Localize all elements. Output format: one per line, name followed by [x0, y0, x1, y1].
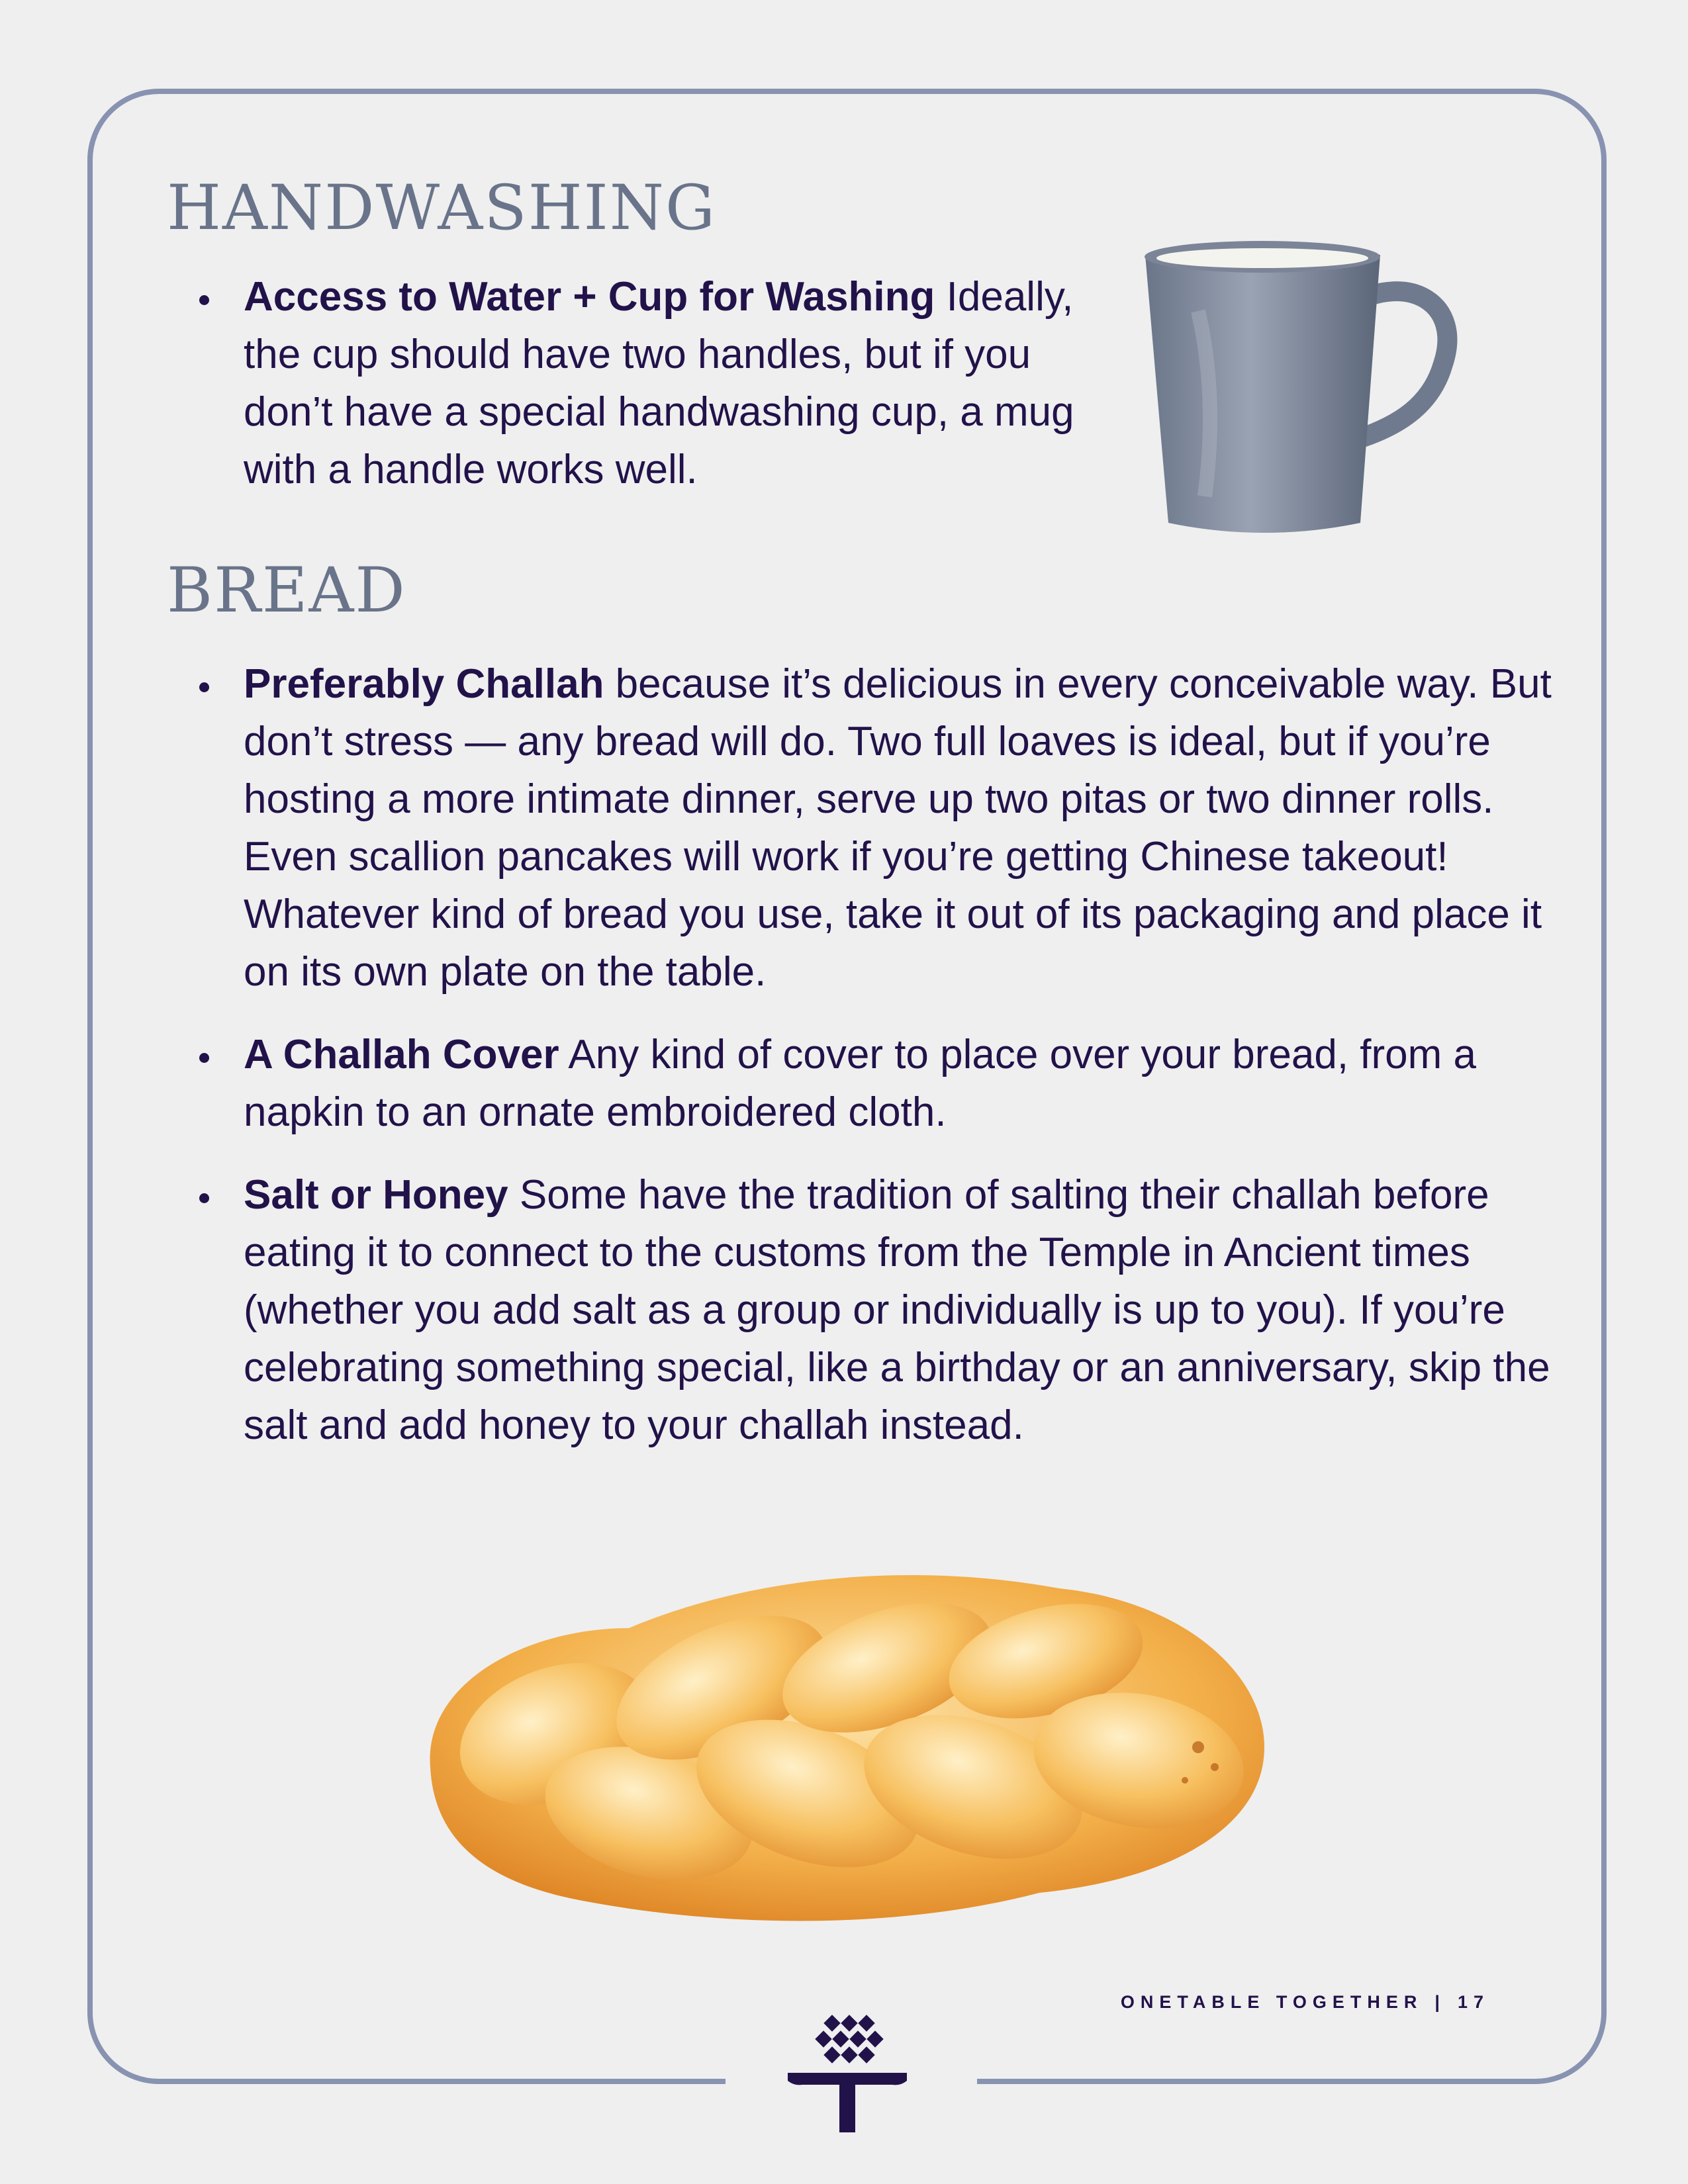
list-item — [167, 655, 1557, 1001]
list-item — [167, 1026, 1557, 1141]
onetable-logo — [781, 2012, 914, 2138]
footer-separator: | — [1434, 1992, 1446, 2012]
item-text: Any kind of cover to place over your bread, from a napkin to an ornate embroidered cloth. — [244, 1032, 1476, 1135]
page-number: 17 — [1457, 1992, 1489, 2012]
footer — [1121, 1992, 1489, 2013]
mug-illustration — [1125, 232, 1483, 543]
handwashing-list — [167, 268, 1127, 498]
item-text: Ideally, the cup should have two handles, but if you don’t have a special handwashing cup, a mug with a handle works well. — [244, 274, 1074, 492]
handwashing-heading: HANDWASHING — [167, 172, 717, 244]
list-item — [167, 268, 1127, 498]
challah-illustration — [410, 1549, 1271, 1939]
bread-heading: BREAD — [167, 555, 406, 627]
list-item — [167, 1166, 1557, 1454]
item-text: Some have the tradition of salting their challah before eating it to connect to the customs from the Temple in Ancient times (whether you add salt as a group or individually is up to you). If you’re celebrating something special, like a birthday or an anniversary, skip the salt and add honey to your challah instead. — [244, 1172, 1550, 1448]
item-term: Preferably Challah — [244, 661, 604, 707]
footer-brand: ONETABLE TOGETHER — [1120, 1992, 1423, 2012]
item-term: Salt or Honey — [244, 1172, 508, 1218]
item-text: because it’s delicious in every conceivable way. But don’t stress — any bread will do. Two full loaves is ideal, but if you’re hosting a more intimate dinner, serve up two pitas or two dinner rolls. Even scallion pancakes will work if you’re getting Chinese takeout! Whatever kind of bread you use, take it out of its packaging and place it on its own plate on the table. — [244, 661, 1552, 995]
item-term: Access to Water + Cup for Washing — [244, 274, 935, 320]
bread-list — [167, 655, 1557, 1454]
item-term: A Challah Cover — [244, 1032, 559, 1077]
